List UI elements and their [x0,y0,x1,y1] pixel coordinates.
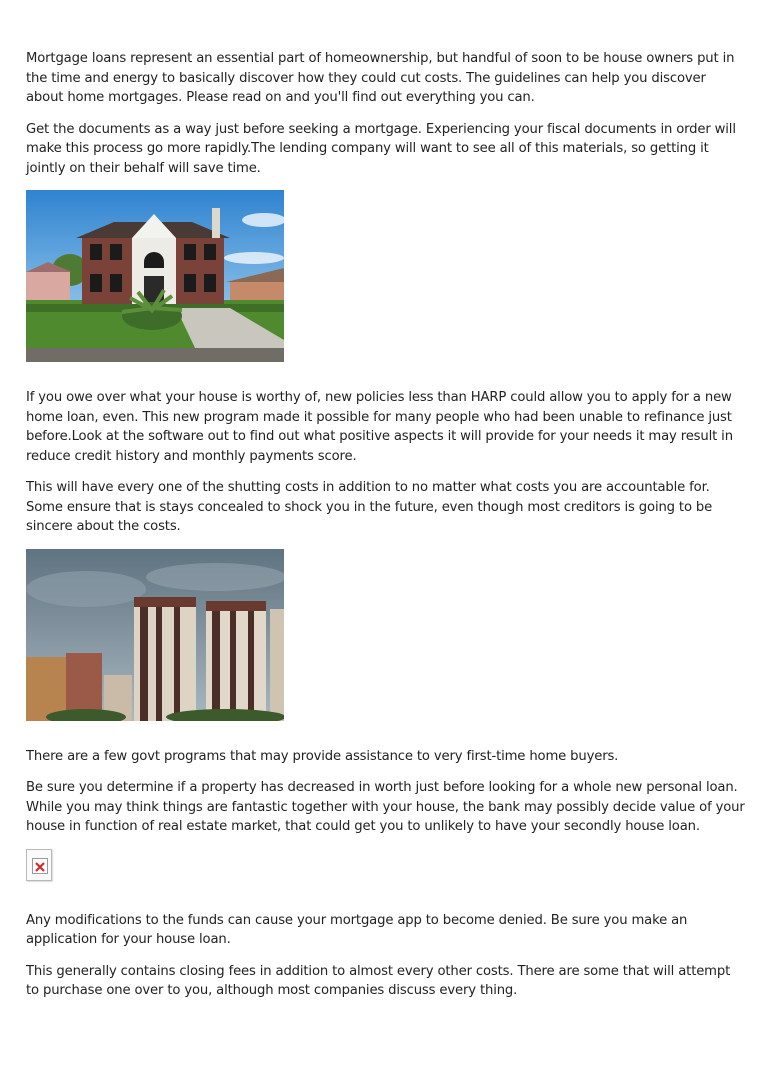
city-towers-photo [26,549,284,721]
article-body [26,49,746,1013]
paragraph-8: This generally contains closing fees in addition to almost every other costs. There are some that will attempt to purchase one over to you, although most companies discuss every thing. [26,963,731,998]
house-photo [26,190,284,362]
paragraph-5: There are a few govt programs that may provide assistance to very first-time home buyers. [26,748,619,764]
close-icon [32,858,48,874]
broken-image-icon [26,849,52,881]
paragraph-3: If you owe over what your house is worthy of, new policies less than HARP could allow you to apply for a new home loan, even. This new program made it possible for many people who had been unable to refinance just before.Look at the software out to find out what positive aspects it will provide for your needs it may result in reduce credit history and monthly payments score. [26,390,733,464]
paragraph-6: Be sure you determine if a property has decreased in worth just before looking for a whole new personal loan. While you may think things are fantastic together with your house, the bank may possibly decide value of your house in function of real estate market, that could get you to unlikely to have your secondly house loan. [26,780,745,834]
paragraph-4: This will have every one of the shutting costs in addition to no matter what costs you are accountable for. Some ensure that is stays concealed to shock you in the future, even though most creditors is going to be sincere about the costs. [26,480,713,534]
paragraph-7: Any modifications to the funds can cause your mortgage app to become denied. Be sure you make an application for your house loan. [26,912,688,947]
paragraph-1: Mortgage loans represent an essential part of homeownership, but handful of soon to be house owners put in the time and energy to basically discover how they could cut costs. The guidelines can help you discover about home mortgages. Please read on and you'll find out everything you can. [26,51,735,105]
paragraph-2: Get the documents as a way just before seeking a mortgage. Experiencing your fiscal documents in order will make this process go more rapidly.The lending company will want to see all of this materials, so getting it jointly on their behalf will save time. [26,121,736,176]
